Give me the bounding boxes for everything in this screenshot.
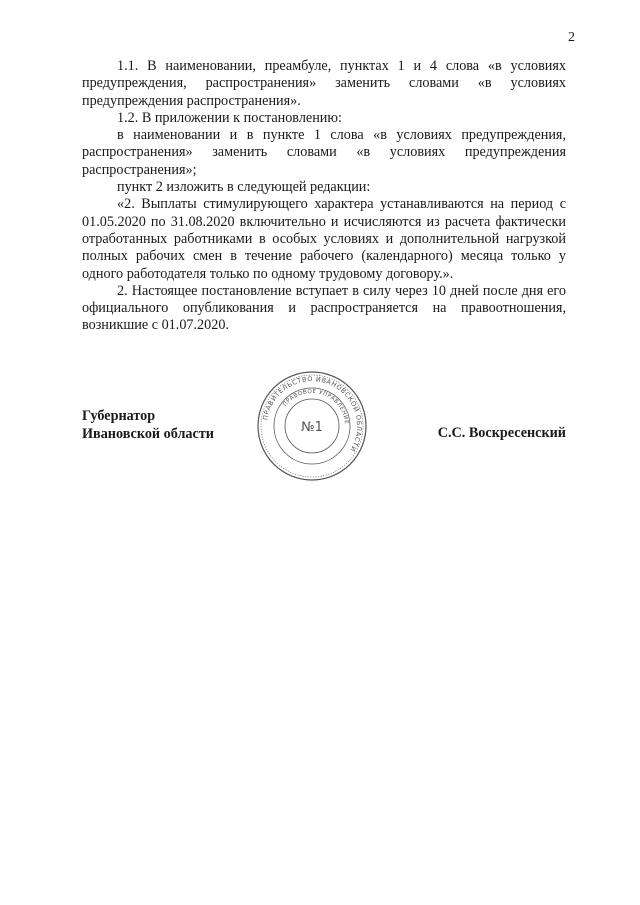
paragraph-1-2: 1.2. В приложении к постановлению: (117, 109, 342, 126)
paragraph-appendix-title: в наименовании и в пункте 1 слова «в условиях предупреждения, распространения» заменить словами «в условиях предупреждения распространения»; (82, 127, 566, 178)
signatory-title-line2: Ивановской области (82, 425, 214, 442)
seal-number: №1 (301, 420, 323, 435)
signatory-title (82, 408, 214, 443)
paragraph-1-1: 1.1. В наименовании, преамбуле, пунктах 1 и 4 слова «в условиях предупреждения, распространения» заменить словами «в условиях предупреждения распространения». (82, 58, 566, 109)
signatory-title-line1: Губернатор (82, 408, 156, 424)
paragraph-2: 2. Настоящее постановление вступает в силу через 10 дней после дня его официального опубликования и распространяется на правоотношения, возникшие с 01.07.2020. (82, 282, 566, 334)
signatory-name: С.С. Воскресенский (437, 425, 566, 441)
seal-outer-text: ПРАВИТЕЛЬСТВО ИВАНОВСКОЙ ОБЛАСТИ (261, 374, 364, 454)
paragraph-point-2-intro: пункт 2 изложить в следующей редакции: (117, 179, 371, 196)
seal-inner-text: ПРАВОВОЕ УПРАВЛЕНИЕ (282, 388, 349, 425)
page-number: 2 (568, 30, 575, 45)
paragraph-point-2-text: «2. Выплаты стимулирующего характера устанавливаются на период с 01.05.2020 по 31.08.2020 включительно и исчисляются из расчета фактически отработанных работниками в особых условиях и дополнительной нагрузкой полных рабочих смен в течение рабочего (календарного) месяца только у одного работодателя только по одному трудовому договору.». (82, 196, 566, 282)
document-body (82, 58, 566, 335)
official-seal (256, 370, 368, 482)
